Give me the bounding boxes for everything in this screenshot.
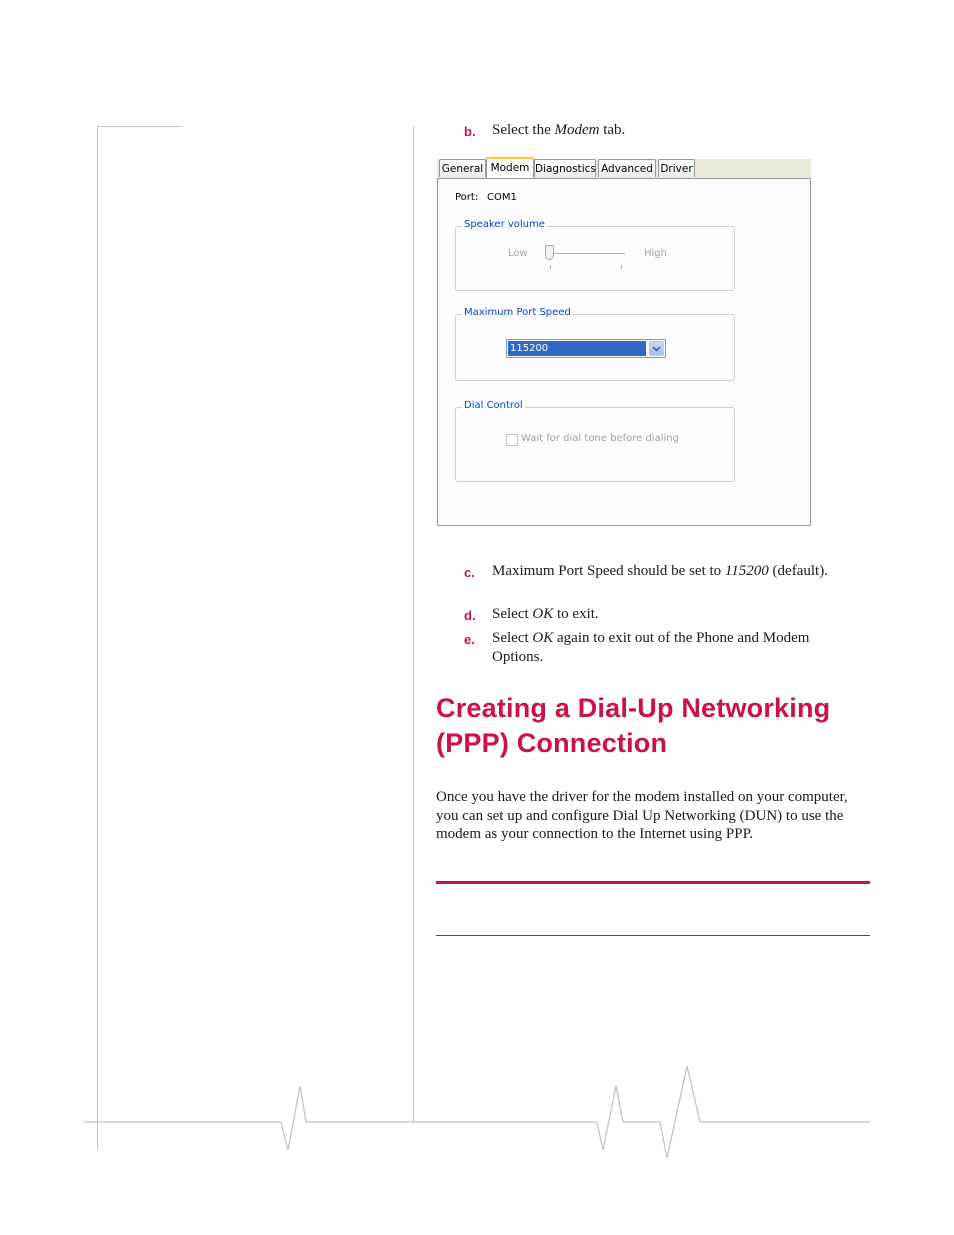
group-label: Maximum Port Speed <box>464 307 571 318</box>
modem-properties-dialog <box>437 159 811 526</box>
step-c: c. Maximum Port Speed should be set to 115200 (default). <box>464 563 828 580</box>
dial-control-group <box>455 400 735 482</box>
section-body: Once you have the driver for the modem installed on your computer, you can set up and configure Dial Up Networking (DUN) to use the modem as your connection to the Internet using PPP. <box>436 789 848 842</box>
tab-general[interactable]: General <box>439 159 486 177</box>
step-letter: b. <box>464 124 476 139</box>
volume-slider-track[interactable] <box>549 253 625 257</box>
chevron-down-icon[interactable] <box>649 341 664 356</box>
heading-line-1: Creating a Dial-Up Networking <box>436 693 831 723</box>
top-corner-line <box>97 126 182 127</box>
left-margin-line <box>97 126 98 1150</box>
thick-rule <box>436 881 870 884</box>
tab-modem[interactable]: Modem <box>486 157 534 178</box>
group-label: Speaker volume <box>464 219 545 230</box>
dial-tone-label: Wait for dial tone before dialing <box>521 433 679 444</box>
step-letter: e. <box>464 632 475 647</box>
step-letter: d. <box>464 608 476 623</box>
heading-line-2: (PPP) Connection <box>436 728 668 758</box>
emphasis: 115200 <box>724 563 769 579</box>
slider-tick-low <box>550 265 551 269</box>
volume-low-label: Low <box>508 248 528 259</box>
step-e: e. Select OK again to exit out of the Phone and Modem Options. <box>464 630 810 665</box>
emphasis: OK <box>532 630 554 646</box>
tab-advanced[interactable]: Advanced <box>598 159 656 177</box>
port-label: Port: <box>455 192 479 203</box>
max-port-speed-group <box>455 307 735 381</box>
group-label: Dial Control <box>464 400 523 411</box>
footer-waveform <box>0 1060 954 1170</box>
tab-diagnostics[interactable]: Diagnostics <box>534 159 596 177</box>
dial-tone-checkbox[interactable] <box>506 434 518 446</box>
thin-rule <box>436 935 870 936</box>
volume-slider-thumb[interactable] <box>545 245 554 260</box>
column-divider <box>413 126 414 1122</box>
emphasis: OK <box>532 606 554 622</box>
port-value: COM1 <box>487 192 517 203</box>
speaker-volume-group <box>455 219 735 291</box>
tab-driver[interactable]: Driver <box>658 159 695 177</box>
slider-tick-high <box>621 265 622 269</box>
emphasis: Modem <box>554 122 600 138</box>
selected-value: 115200 <box>508 341 646 356</box>
port-speed-select[interactable] <box>506 339 666 358</box>
volume-high-label: High <box>644 248 667 259</box>
section-heading <box>436 691 876 761</box>
step-letter: c. <box>464 565 475 580</box>
